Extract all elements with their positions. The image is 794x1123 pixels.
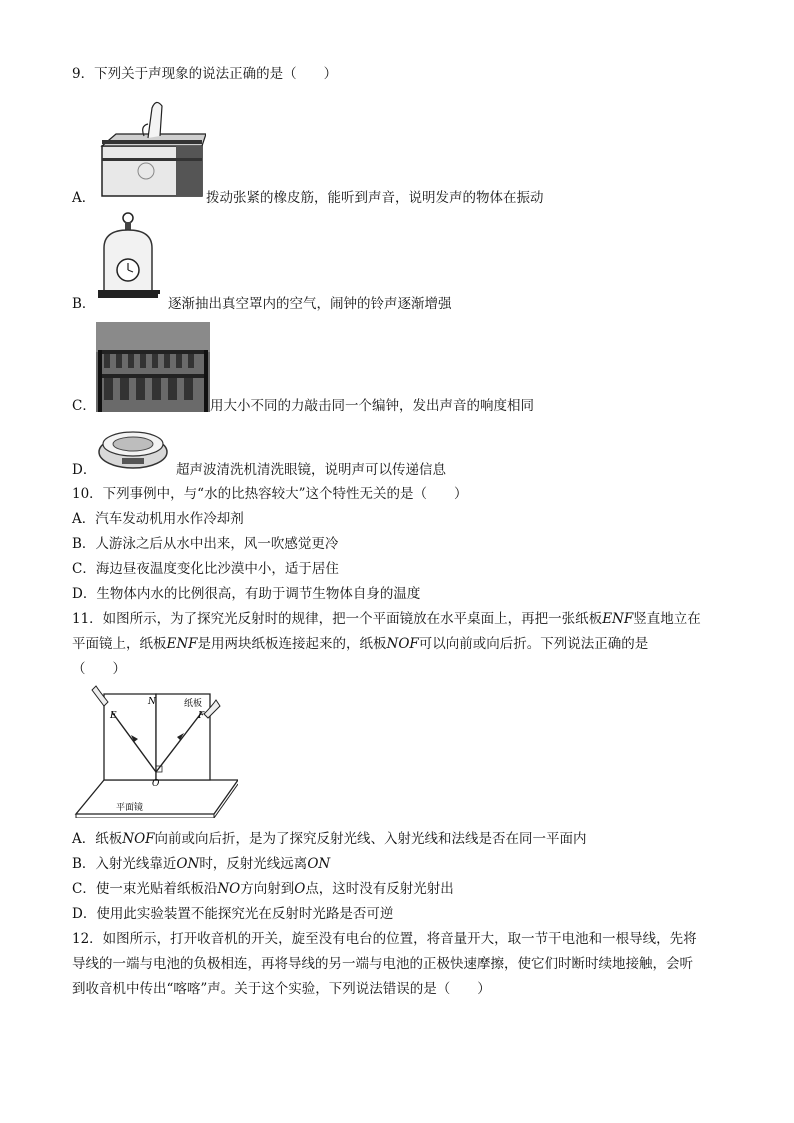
q11-stem-line-2-text: 平面镜上，纸板 bbox=[72, 636, 167, 652]
q10-option-b: B．人游泳之后从水中出来，风一吹感觉更冷 bbox=[72, 536, 339, 552]
q10-stem: 10．下列事例中，与“水的比热容较大”这个特性无关的是（ ） bbox=[72, 486, 468, 502]
q10-option-c: C．海边昼夜温度变化比沙漠中小，适于居住 bbox=[72, 561, 339, 577]
q11-option-b bbox=[72, 854, 330, 874]
q9-image-chime-bells bbox=[96, 322, 210, 412]
q9-option-c-label: C． bbox=[72, 398, 96, 414]
q9-option-d-label: D． bbox=[72, 462, 97, 478]
q9-option-a-text: 拨动张紧的橡皮筋，能听到声音，说明发声的物体在振动 bbox=[206, 190, 544, 206]
q11-var-enf-2: ENF bbox=[166, 636, 198, 652]
q9-image-bell-jar-clock bbox=[96, 210, 160, 302]
q11-stem-line-1 bbox=[72, 609, 701, 629]
q11-figure-label-f: F bbox=[198, 711, 205, 721]
q11-option-b-mid: 时，反射光线远离 bbox=[199, 856, 308, 872]
q11-stem-line-1-tail: 竖直地立在 bbox=[633, 611, 701, 627]
q11-option-c-var2: O bbox=[294, 881, 306, 897]
q9-option-a-label: A． bbox=[72, 190, 96, 206]
q11-option-a-pre: A．纸板 bbox=[72, 831, 123, 847]
q11-option-c-var1: NO bbox=[217, 881, 241, 897]
q11-option-a bbox=[72, 829, 587, 849]
q11-figure-label-n: N bbox=[148, 697, 156, 707]
q11-figure-label-mirror: 平面镜 bbox=[116, 803, 144, 813]
q12-stem-line-3: 到收音机中传出“喀喀”声。关于这个实验，下列说法错误的是（ ） bbox=[72, 981, 491, 997]
q11-option-a-post: 向前或向后折，是为了探究反射光线、入射光线和法线是否在同一平面内 bbox=[154, 831, 587, 847]
q11-figure-reflection bbox=[74, 684, 238, 818]
q11-option-b-var2: ON bbox=[307, 856, 331, 872]
q11-figure-label-board: 纸板 bbox=[184, 699, 203, 709]
q9-option-d-text: 超声波清洗机清洗眼镜，说明声可以传递信息 bbox=[176, 462, 446, 478]
q11-option-c-pre: C．使一束光贴着纸板沿 bbox=[72, 881, 218, 897]
q11-stem-line-3: （ ） bbox=[72, 661, 126, 677]
q11-option-b-var1: ON bbox=[176, 856, 200, 872]
q11-stem-line-2 bbox=[72, 634, 648, 654]
q11-option-c bbox=[72, 879, 454, 899]
q11-option-a-var: NOF bbox=[122, 831, 155, 847]
q11-option-d: D．使用此实验装置不能探究光在反射时光路是否可逆 bbox=[72, 906, 394, 922]
q11-var-enf: ENF bbox=[602, 611, 634, 627]
q11-figure-label-o: O bbox=[152, 779, 160, 789]
q9-image-ultrasonic-cleaner bbox=[96, 422, 170, 472]
q11-stem-line-2-tail: 可以向前或向后折。下列说法正确的是 bbox=[418, 636, 649, 652]
q10-option-a: A．汽车发动机用水作冷却剂 bbox=[72, 511, 244, 527]
q11-var-nof: NOF bbox=[386, 636, 419, 652]
q9-stem: 9．下列关于声现象的说法正确的是（ ） bbox=[72, 66, 338, 82]
q11-option-c-post: 点，这时没有反射光射出 bbox=[305, 881, 454, 897]
q11-option-c-mid: 方向射到 bbox=[240, 881, 295, 897]
q11-stem-line-1-text: 11．如图所示，为了探究光反射时的规律，把一个平面镜放在水平桌面上，再把一张纸板 bbox=[72, 611, 603, 627]
q11-option-b-pre: B．入射光线靠近 bbox=[72, 856, 177, 872]
q9-option-b-label: B． bbox=[72, 296, 96, 312]
q9-image-rubber-band-box bbox=[96, 96, 206, 204]
q9-option-b-text: 逐渐抽出真空罩内的空气，闹钟的铃声逐渐增强 bbox=[168, 296, 452, 312]
q9-option-c-text: 用大小不同的力敲击同一个编钟，发出声音的响度相同 bbox=[210, 398, 534, 414]
q12-stem-line-1: 12．如图所示，打开收音机的开关，旋至没有电台的位置，将音量开大，取一节干电池和一根导线，先将 bbox=[72, 931, 697, 947]
q11-stem-line-2-mid: 是用两块纸板连接起来的，纸板 bbox=[197, 636, 387, 652]
q10-option-d: D．生物体内水的比例很高，有助于调节生物体自身的温度 bbox=[72, 586, 421, 602]
q12-stem-line-2: 导线的一端与电池的负极相连，再将导线的另一端与电池的正极快速摩擦，使它们时断时续地接触，会听 bbox=[72, 956, 693, 972]
q11-figure-label-e: E bbox=[110, 711, 117, 721]
